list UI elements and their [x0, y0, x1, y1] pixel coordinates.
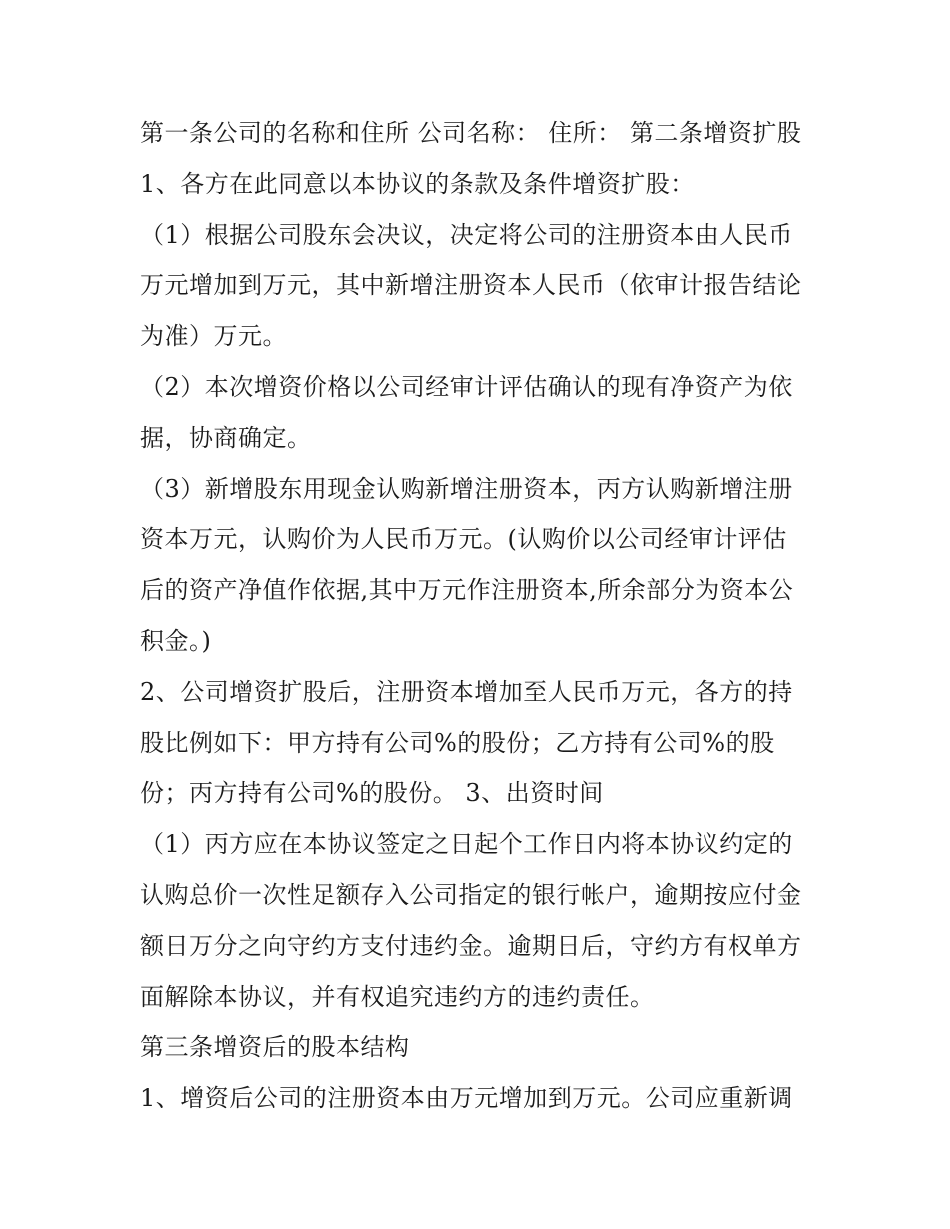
- text-line: 面解除本协议，并有权追究违约方的违约责任。: [140, 982, 655, 1011]
- text-line: 积金。): [140, 626, 212, 655]
- text-line: 据，协商确定。: [140, 423, 312, 452]
- text-line: 万元增加到万元，其中新增注册资本人民币（依审计报告结论: [140, 271, 802, 300]
- document-body: [140, 108, 830, 1124]
- text-line: 额日万分之向守约方支付违约金。逾期日后，守约方有权单方: [140, 931, 802, 960]
- text-line: （1）根据公司股东会决议，决定将公司的注册资本由人民币: [140, 220, 793, 249]
- text-line: 第三条增资后的股本结构: [140, 1033, 410, 1062]
- text-line: 认购总价一次性足额存入公司指定的银行帐户，逾期按应付金: [140, 880, 802, 909]
- text-line: 1、增资后公司的注册资本由万元增加到万元。公司应重新调: [140, 1084, 793, 1113]
- text-line: 2、公司增资扩股后，注册资本增加至人民币万元，各方的持: [140, 677, 793, 706]
- text-line: 为准）万元。: [140, 322, 287, 351]
- text-line: 后的资产净值作依据,其中万元作注册资本,所余部分为资本公: [140, 576, 794, 605]
- text-line: 股比例如下：甲方持有公司%的股份；乙方持有公司%的股: [140, 728, 775, 757]
- text-line: 1、各方在此同意以本协议的条款及条件增资扩股：: [140, 169, 695, 198]
- text-line: （3）新增股东用现金认购新增注册资本，丙方认购新增注册: [140, 474, 793, 503]
- text-line: 第一条公司的名称和住所 公司名称： 住所： 第二条增资扩股: [140, 119, 802, 147]
- text-line: （1）丙方应在本协议签定之日起个工作日内将本协议约定的: [140, 830, 793, 859]
- text-line: （2）本次增资价格以公司经审计评估确认的现有净资产为依: [140, 372, 793, 401]
- text-line: 资本万元，认购价为人民币万元。(认购价以公司经审计评估: [140, 525, 787, 554]
- text-line: 份；丙方持有公司%的股份。 3、出资时间: [140, 779, 604, 808]
